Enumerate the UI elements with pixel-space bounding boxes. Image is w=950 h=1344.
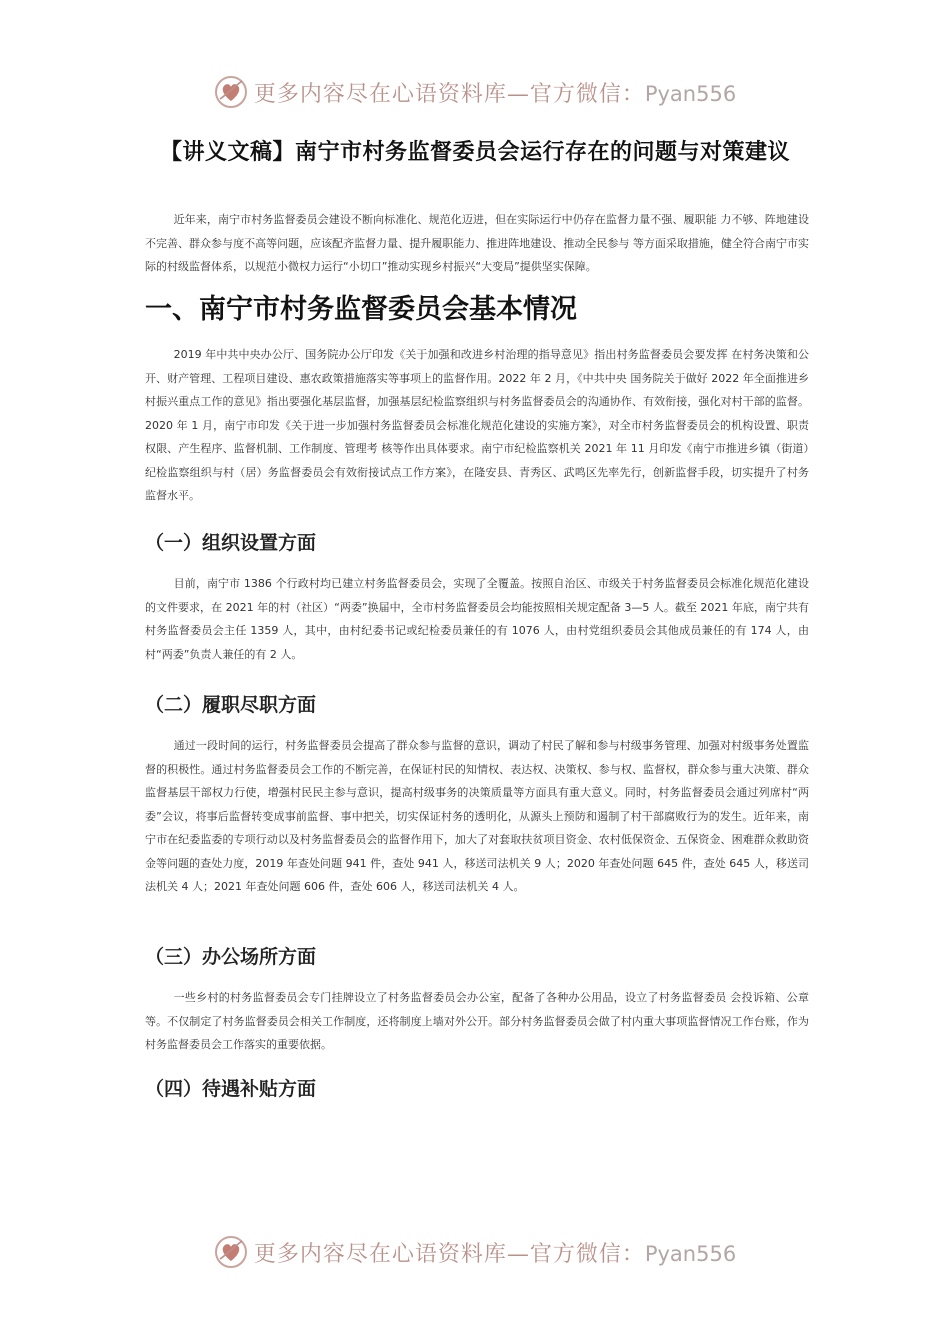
watermark-banner-bottom bbox=[0, 1230, 950, 1274]
intro-paragraph: 近年来，南宁市村务监督委员会建设不断向标准化、规范化迈进，但在实际运行中仍存在监督力量不强、履职能 力不够、阵地建设不完善、群众参与度不高等问题，应该配齐监督力量、提升履职能力、推进阵地建设、推动全民参与 等方面采取措施，健全符合南宁市实际的村级监督体系，以规范小微权力运行“小切口”推动实现乡村振兴“大变局”提供坚实保障。 bbox=[145, 213, 809, 273]
subsection-paragraph-2: 通过一段时间的运行，村务监督委员会提高了群众参与监督的意识，调动了村民了解和参与村级事务管理、加强对村级事务处置监督的积极性。通过村务监督委员会工作的不断完善，在保证村民的知情权、表达权、决策权、参与权、监督权，群众参与重大决策、群众监督基层干部权力行使，增强村民民主参与意识，提高村级事务的决策质量等方面具有重大意义。同时，村务监督委员会通过列席村“两委”会议，将事后监督转变成事前监督、事中把关，切实保证村务的透明化，从源头上预防和遏制了村干部腐败行为的发生。近年来，南宁市在纪委监委的专项行动以及村务监督委员会的监督作用下，加大了对套取扶贫项目资金、农村低保资金、五保资金、困难群众救助资金等问题的查处力度，2019 年查处问题 941 件，查处 941 人，移送司法机关 9 人；2020 年查处问题 645 件，查处 645 人，移送司法机关 4 人；2021 年查处问题 606 件，查处 606 人，移送司法机关 4 人。 bbox=[145, 739, 809, 893]
section-heading: 一、南宁市村务监督委员会基本情况 bbox=[145, 294, 577, 325]
subsection-paragraph-3: 一些乡村的村务监督委员会专门挂牌设立了村务监督委员会办公室，配备了各种办公用品，设立了村务监督委员 会投诉箱、公章等。不仅制定了村务监督委员会相关工作制度，还将制度上墙对外公开。部分村务监督委员会做了村内重大事项监督情况工作台账，作为村务监督委员会工作落实的重要依据。 bbox=[145, 991, 809, 1051]
heart-logo-icon bbox=[214, 75, 248, 109]
watermark-wechat-id: Pyan556 bbox=[644, 81, 737, 106]
section-paragraph: 2019 年中共中央办公厅、国务院办公厅印发《关于加强和改进乡村治理的指导意见》指出村务监督委员会要发挥 在村务决策和公开、财产管理、工程项目建设、惠农政策措施落实等事项上的监督作用。2022 年 2 月，《中共中央 国务院关于做好 2022 年全面推进乡村振兴重点工作的意见》指出要强化基层监督，加强基层纪检监察组织与村务监督委员会的沟通协作、有效衔接，强化对村干部的监督。2020 年 1 月，南宁市印发《关于进一步加强村务监督委员会标准化规范化建设的实施方案》，对全市村务监督委员会的机构设置、职责权限、产生程序、监督机制、工作制度、管理考 核等作出具体要求。南宁市纪检监察机关 2021 年 11 月印发《南宁市推进乡镇（街道）纪检监察组织与村（居）务监督委员会有效衔接试点工作方案》，在隆安县、青秀区、武鸣区先率先行，创新监督手段，切实提升了村务监督水平。 bbox=[145, 348, 809, 502]
document-title: 【讲义文稿】南宁市村务监督委员会运行存在的问题与对策建议 bbox=[159, 140, 790, 165]
subsection-heading-4: （四）待遇补贴方面 bbox=[145, 1078, 317, 1100]
subsection-heading-3: （三）办公场所方面 bbox=[145, 946, 317, 968]
subsection-paragraph-1: 目前，南宁市 1386 个行政村均已建立村务监督委员会，实现了全覆盖。按照自治区、市级关于村务监督委员会标准化规范化建设的文件要求，在 2021 年的村（社区）“两委”换届中，全市村务监督委员会均能按照相关规定配备 3—5 人。截至 2021 年底，南宁共有村务监督委员会主任 1359 人，其中，由村纪委书记或纪检委员兼任的有 1076 人，由村党组织委员会其他成员兼任的有 174 人，由村“两委”负责人兼任的有 2 人。 bbox=[145, 577, 809, 661]
watermark-text bbox=[254, 1237, 736, 1268]
watermark-wechat-id: Pyan556 bbox=[644, 1241, 737, 1266]
subsection-heading-2: （二）履职尽职方面 bbox=[145, 694, 317, 716]
heart-logo-icon bbox=[214, 1235, 248, 1269]
watermark-brand: 更多内容尽在心语资料库—官方微信： bbox=[253, 1241, 645, 1267]
watermark-banner-top bbox=[0, 70, 950, 114]
subsection-heading-1: （一）组织设置方面 bbox=[145, 532, 317, 554]
watermark-text bbox=[254, 77, 736, 108]
watermark-brand: 更多内容尽在心语资料库—官方微信： bbox=[253, 81, 645, 107]
